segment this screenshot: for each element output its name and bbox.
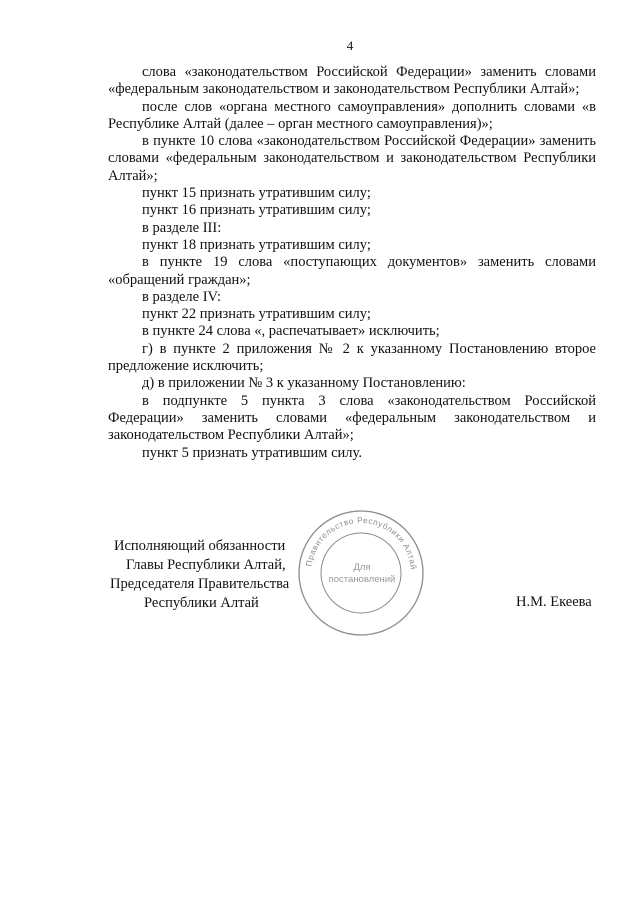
paragraph: пункт 16 признать утратившим силу; [142,202,371,219]
paragraph: пункт 15 признать утратившим силу; [142,185,371,202]
seal-outer-text: Правительство Республики Алтай [304,515,418,571]
paragraph: пункт 22 признать утратившим силу; [142,306,371,323]
paragraph: слова «законодательством Российской Федерации» заменить словами «федеральным законодательством и законодательством Республики Алтай»; [108,64,596,98]
page-number: 4 [346,38,354,53]
paragraph: в разделе IV: [142,288,221,305]
paragraph: пункт 18 признать утратившим силу; [142,236,371,253]
signatory-title [110,537,300,613]
seal-outer-ring [299,511,423,635]
seal-inner-text-line1: Для [353,562,371,573]
official-seal-stamp [296,508,426,638]
paragraph: в пункте 19 слова «поступающих документов» заменить словами «обращений граждан»; [108,254,596,288]
paragraph: в подпункте 5 пункта 3 слова «законодательством Российской Федерации» заменить словами «федеральным законодательством и законодательством Республики Алтай»; [108,392,596,444]
paragraph: д) в приложении № 3 к указанному Постановлению: [142,375,466,392]
document-body [108,64,596,462]
paragraph: после слов «органа местного самоуправления» дополнить словами «в Республике Алтай (далее – орган местного самоуправления)»; [108,98,596,132]
seal-inner-text-line2: постановлений [328,574,396,585]
signatory-name: Н.М. Екеева [516,594,592,610]
paragraph: в пункте 10 слова «законодательством Российской Федерации» заменить словами «федеральным законодательством и законодательством Республики Алтай»; [108,133,596,184]
signatory-title-line: Республики Алтай [144,595,259,611]
seal-inner-ring [321,533,401,613]
paragraph: в разделе III: [142,219,222,236]
signatory-title-line: Исполняющий обязанности [114,538,286,554]
paragraph: г) в пункте 2 приложения № 2 к указанному Постановлению второе предложение исключить; [108,340,596,375]
signatory-title-line: Главы Республики Алтай, [126,557,286,573]
signatory-title-line: Председателя Правительства [110,576,290,592]
paragraph: пункт 5 признать утратившим силу. [142,444,362,461]
paragraph: в пункте 24 слова «, распечатывает» исключить; [142,323,440,340]
